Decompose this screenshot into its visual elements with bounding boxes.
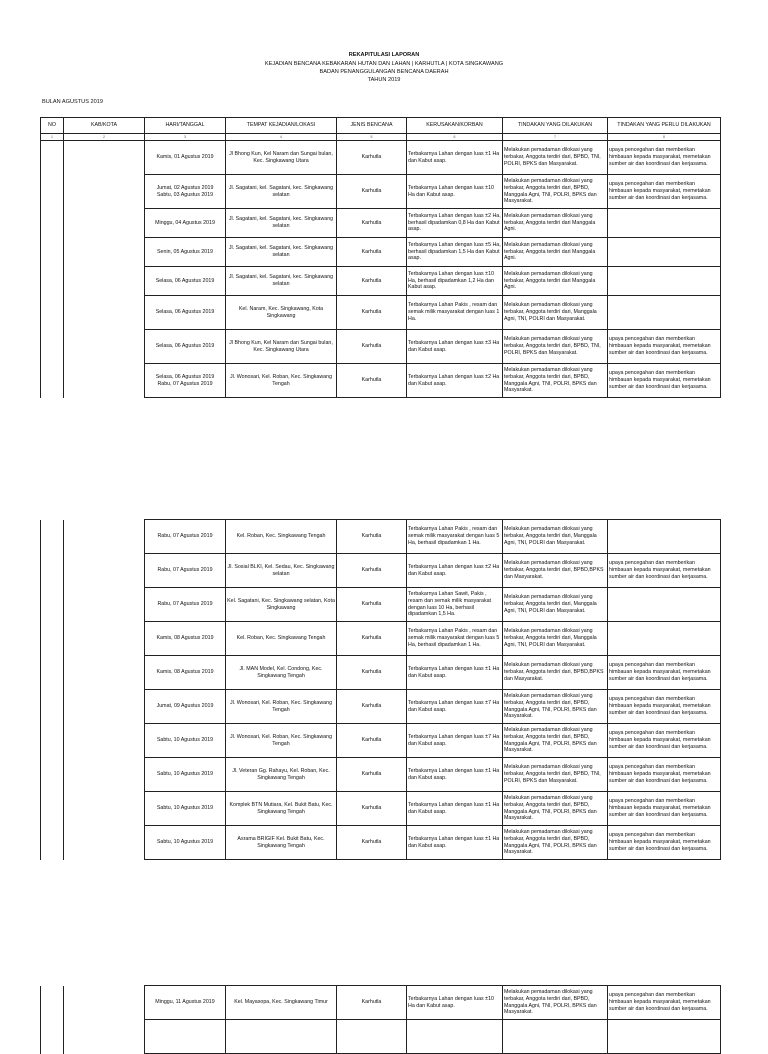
- col-header-action: TINDAKAN YANG DILAKUKAN: [503, 118, 608, 134]
- report-table-page-1: [40, 117, 721, 398]
- location-cell: Jl. Sagatani, kel. Sagatani, kec. Singkawang selatan: [226, 209, 337, 238]
- kab-kota-cell: [64, 520, 145, 554]
- location-cell: Jl. Sagatani, kel. Sagatani, kec. Singkawang selatan: [226, 238, 337, 267]
- damage-cell: Terbakarnya Lahan dengan luas ±10 Ha dan Kabut asap.: [407, 986, 503, 1020]
- location-cell: Kel. Mayasopa, Kec. Singkawang Timur: [226, 986, 337, 1020]
- col-number: 7: [503, 134, 608, 141]
- table-row: [41, 209, 721, 238]
- col-header-no: NO: [41, 118, 64, 134]
- date-cell: Minggu, 04 Agustus 2019: [145, 209, 226, 238]
- report-title: REKAPITULASI LAPORAN: [348, 52, 420, 58]
- no-cell: [41, 364, 64, 398]
- report-year: TAHUN 2019: [367, 77, 401, 83]
- date-cell: Selasa, 06 Agustus 2019 Rabu, 07 Agustus 2019: [145, 364, 226, 398]
- kab-kota-cell: [64, 724, 145, 758]
- needed-cell: upaya pencegahan dan memberikan himbauan kepada masyarakat, memetakan sumber air dan koordinasi dan kerjasama.: [608, 554, 721, 588]
- damage-cell: Terbakarnya Lahan dengan luas ±2 Ha dan Kabut asap.: [407, 364, 503, 398]
- table-row: [41, 690, 721, 724]
- damage-cell: Terbakarnya Lahan dengan luas ±1 Ha dan Kabut asap.: [407, 141, 503, 175]
- kab-kota-cell: [64, 364, 145, 398]
- no-cell: [41, 520, 64, 554]
- date-cell: Kamis, 08 Agustus 2019: [145, 656, 226, 690]
- needed-cell: [608, 622, 721, 656]
- damage-cell: Terbakarnya Lahan dengan luas ±1 Ha dan Kabut asap.: [407, 758, 503, 792]
- needed-cell: upaya pencegahan dan memberikan himbauan kepada masyarakat, memetakan sumber air dan koordinasi dan kerjasama.: [608, 758, 721, 792]
- no-cell: [41, 758, 64, 792]
- no-cell: [41, 690, 64, 724]
- damage-cell: Terbakarnya Lahan dengan luas ±7 Ha dan Kabut asap.: [407, 690, 503, 724]
- action-cell: Melakukan pemadaman dilokasi yang terbakar, Anggota terdiri dari, BPBD, Manggala Agni, TNI, POLRI, BPKS dan Masyarakat.: [503, 792, 608, 826]
- no-cell: [41, 588, 64, 622]
- location-cell: Komplek BTN Mutiara, Kel. Bukit Batu, Kec. Singkawang Tengah: [226, 792, 337, 826]
- table-row: [41, 986, 721, 1020]
- col-header-damage: KERUSAKAN/KORBAN: [407, 118, 503, 134]
- no-cell: [41, 175, 64, 209]
- date-cell: Minggu, 11 Agustus 2019: [145, 986, 226, 1020]
- location-cell: Jl. Veteran Gg. Rahayu, Kel. Roban, Kec. Singkawang Tengah: [226, 758, 337, 792]
- table-row: [41, 364, 721, 398]
- report-period: BULAN AGUSTUS 2019: [42, 99, 103, 105]
- table-row: [41, 296, 721, 330]
- kab-kota-cell: [64, 656, 145, 690]
- type-cell: Karhutla: [337, 238, 407, 267]
- type-cell: Karhutla: [337, 656, 407, 690]
- no-cell: [41, 622, 64, 656]
- needed-cell: upaya pencegahan dan memberikan himbauan kepada masyarakat, memetakan sumber air dan koordinasi dan kerjasama.: [608, 690, 721, 724]
- table-row: [41, 330, 721, 364]
- location-cell: Jl. Wonosari, Kel. Roban, Kec. Singkawang Tengah: [226, 724, 337, 758]
- action-cell: Melakukan pemadaman dilokasi yang terbakar, Anggota terdiri dari, Manggala Agni, TNI, POLRI dan Masyarakat.: [503, 588, 608, 622]
- date-cell: Kamis, 01 Agustus 2019: [145, 141, 226, 175]
- no-cell: [41, 986, 64, 1020]
- kab-kota-cell: [64, 141, 145, 175]
- needed-cell: [608, 267, 721, 296]
- kab-kota-cell: [64, 554, 145, 588]
- action-cell: Melakukan pemadaman dilokasi yang terbakar, Anggota terdiri dari, BPBD,BPKS dan Masyarakat.: [503, 656, 608, 690]
- table-row: [41, 238, 721, 267]
- needed-cell: [608, 209, 721, 238]
- action-cell: Melakukan pemadaman dilokasi yang terbakar, Anggota terdiri dari, Manggala Agni, TNI, POLRI dan Masyarakat.: [503, 520, 608, 554]
- kab-kota-cell: [64, 622, 145, 656]
- kab-kota-cell: [64, 792, 145, 826]
- empty-cell: [41, 1020, 64, 1054]
- kab-kota-cell: [64, 826, 145, 860]
- kab-kota-cell: [64, 267, 145, 296]
- date-cell: Jumat, 09 Agustus 2019: [145, 690, 226, 724]
- action-cell: Melakukan pemadaman dilokasi yang terbakar, Anggota terdiri dari Manggala Agni.: [503, 267, 608, 296]
- date-cell: Sabtu, 10 Agustus 2019: [145, 792, 226, 826]
- damage-cell: Terbakarnya Lahan Pakis , resam dan semak milik masyarakat dengan luas 1 Ha.: [407, 296, 503, 330]
- no-cell: [41, 141, 64, 175]
- needed-cell: [608, 520, 721, 554]
- damage-cell: Terbakarnya Lahan dengan luas ±1 Ha dan Kabut asap.: [407, 826, 503, 860]
- action-cell: Melakukan pemadaman dilokasi yang terbakar, Anggota terdiri dari, BPBD, Manggala Agni, TNI, POLRI, BPKS dan Masyarakat.: [503, 690, 608, 724]
- needed-cell: upaya pencegahan dan memberikan himbauan kepada masyarakat, memetakan sumber air dan koordinasi dan kerjasama.: [608, 175, 721, 209]
- no-cell: [41, 267, 64, 296]
- no-cell: [41, 296, 64, 330]
- action-cell: Melakukan pemadaman dilokasi yang terbakar, Anggota terdiri dari Manggala Agni.: [503, 238, 608, 267]
- location-cell: Jl. Sagatani, kel. Sagatani, kec. Singkawang selatan: [226, 175, 337, 209]
- type-cell: Karhutla: [337, 330, 407, 364]
- needed-cell: upaya pencegahan dan memberikan himbauan kepada masyarakat, memetakan sumber air dan koordinasi dan kerjasama.: [608, 364, 721, 398]
- date-cell: Sabtu, 10 Agustus 2019: [145, 826, 226, 860]
- type-cell: Karhutla: [337, 267, 407, 296]
- needed-cell: upaya pencegahan dan memberikan himbauan kepada masyarakat, memetakan sumber air dan koordinasi dan kerjasama.: [608, 330, 721, 364]
- empty-cell: [226, 1020, 337, 1054]
- action-cell: Melakukan pemadaman dilokasi yang terbakar, Anggota terdiri dari, BPBD, Manggala Agni, TNI, POLRI, BPKS dan Masyarakat.: [503, 175, 608, 209]
- location-cell: Jl Bhong Kun, Kel Naram dan Sungai bulan, Kec. Singkawang Utara: [226, 330, 337, 364]
- damage-cell: Terbakarnya Lahan dengan luas ±2 Ha dan Kabut asap.: [407, 554, 503, 588]
- table-row: [41, 554, 721, 588]
- kab-kota-cell: [64, 175, 145, 209]
- location-cell: Asrama BRIGIF Kel. Bukit Batu, Kec. Singkawang Tengah: [226, 826, 337, 860]
- col-header-location: TEMPAT KEJADIAN/LOKASI: [226, 118, 337, 134]
- no-cell: [41, 238, 64, 267]
- no-cell: [41, 656, 64, 690]
- action-cell: Melakukan pemadaman dilokasi yang terbakar, Anggota terdiri dari, BPBD, Manggala Agni, TNI, POLRI, BPKS dan Masyarakat.: [503, 986, 608, 1020]
- kab-kota-cell: [64, 238, 145, 267]
- type-cell: Karhutla: [337, 792, 407, 826]
- no-cell: [41, 724, 64, 758]
- damage-cell: Terbakarnya Lahan dengan luas ±10 Ha dan Kabut asap.: [407, 175, 503, 209]
- location-cell: Jl. Wonosari, Kel. Roban, Kec. Singkawang Tengah: [226, 690, 337, 724]
- table-row: [41, 758, 721, 792]
- table-row: [41, 1020, 721, 1054]
- type-cell: Karhutla: [337, 826, 407, 860]
- empty-cell: [503, 1020, 608, 1054]
- type-cell: Karhutla: [337, 588, 407, 622]
- agency-name: BADAN PENANGGULANGAN BENCANA DAERAH: [319, 69, 449, 75]
- col-number: 2: [64, 134, 145, 141]
- needed-cell: upaya pencegahan dan memberikan himbauan kepada masyarakat, memetakan sumber air dan koordinasi dan kerjasama.: [608, 656, 721, 690]
- needed-cell: [608, 238, 721, 267]
- needed-cell: upaya pencegahan dan memberikan himbauan kepada masyarakat, memetakan sumber air dan koordinasi dan kerjasama.: [608, 986, 721, 1020]
- kab-kota-cell: [64, 986, 145, 1020]
- action-cell: Melakukan pemadaman dilokasi yang terbakar, Anggota terdiri dari, Manggala Agni, TNI, POLRI dan Masyarakat.: [503, 622, 608, 656]
- action-cell: Melakukan pemadaman dilokasi yang terbakar, Anggota terdiri dari, BPBD, Manggala Agni, TNI, POLRI, BPKS dan Masyarakat.: [503, 724, 608, 758]
- kab-kota-cell: [64, 758, 145, 792]
- type-cell: Karhutla: [337, 175, 407, 209]
- action-cell: Melakukan pemadaman dilokasi yang terbakar, Anggota terdiri dari, BPBD, Manggala Agni, TNI, POLRI, BPKS dan Masyarakat.: [503, 826, 608, 860]
- action-cell: Melakukan pemadaman dilokasi yang terbakar, Anggota terdiri dari, BPBD, TNI, POLRI, BPKS dan Masyarakat.: [503, 758, 608, 792]
- action-cell: Melakukan pemadaman dilokasi yang terbakar, Anggota terdiri dari, BPBD, TNI, POLRI, BPKS dan Masyarakat.: [503, 330, 608, 364]
- type-cell: Karhutla: [337, 296, 407, 330]
- action-cell: Melakukan pemadaman dilokasi yang terbakar, Anggota terdiri dari, BPBD, Manggala Agni, TNI, POLRI, BPKS dan Masyarakat.: [503, 364, 608, 398]
- type-cell: Karhutla: [337, 141, 407, 175]
- kab-kota-cell: [64, 296, 145, 330]
- date-cell: Jumat, 02 Agustus 2019 Sabtu, 03 Agustus 2019: [145, 175, 226, 209]
- date-cell: Senin, 05 Agustus 2019: [145, 238, 226, 267]
- date-cell: Rabu, 07 Agustus 2019: [145, 554, 226, 588]
- damage-cell: Terbakarnya Lahan Pakis , resam dan semak milik masyarakat dengan luas 5 Ha, berhasil dipadamkan 1 Ha.: [407, 520, 503, 554]
- damage-cell: Terbakarnya Lahan Pakis , resam dan semak milik masyarakat dengan luas 5 Ha, berhasil dipadamkan 1 Ha.: [407, 622, 503, 656]
- location-cell: Kel. Sagatani, Kec. Singkawang selatan, Kota Singkawang: [226, 588, 337, 622]
- damage-cell: Terbakarnya Lahan Sawit, Pakis , resam dan semak milik masyarakat dengan luas 10 Ha, berhasil dipadamkan 1,5 Ha.: [407, 588, 503, 622]
- type-cell: Karhutla: [337, 724, 407, 758]
- col-header-needed: TINDAKAN YANG PERLU DILAKUKAN: [608, 118, 721, 134]
- table-row: [41, 588, 721, 622]
- date-cell: Selasa, 06 Agustus 2019: [145, 330, 226, 364]
- col-number: 4: [226, 134, 337, 141]
- location-cell: Kel. Roban, Kec. Singkawang Tengah: [226, 622, 337, 656]
- no-cell: [41, 826, 64, 860]
- type-cell: Karhutla: [337, 364, 407, 398]
- empty-cell: [337, 1020, 407, 1054]
- needed-cell: upaya pencegahan dan memberikan himbauan kepada masyarakat, memetakan sumber air dan koordinasi dan kerjasama.: [608, 724, 721, 758]
- action-cell: Melakukan pemadaman dilokasi yang terbakar, Anggota terdiri dari, BPBD, TNI, POLRI, BPKS dan Masyarakat.: [503, 141, 608, 175]
- table-row: [41, 826, 721, 860]
- table-row: [41, 175, 721, 209]
- location-cell: Jl. MAN Model, Kel. Condong, Kec. Singkawang Tengah: [226, 656, 337, 690]
- report-table-page-3: [40, 985, 721, 1054]
- type-cell: Karhutla: [337, 986, 407, 1020]
- table-row: [41, 724, 721, 758]
- damage-cell: Terbakarnya Lahan dengan luas ±3 Ha dan Kabut asap.: [407, 330, 503, 364]
- table-row: [41, 267, 721, 296]
- col-header-date: HARI/TANGGAL: [145, 118, 226, 134]
- date-cell: Sabtu, 10 Agustus 2019: [145, 758, 226, 792]
- col-number: 8: [608, 134, 721, 141]
- type-cell: Karhutla: [337, 209, 407, 238]
- table-row: [41, 656, 721, 690]
- report-subtitle: KEJADIAN BENCANA KEBAKARAN HUTAN DAN LAHAN | KARHUTLA | KOTA SINGKAWANG: [264, 61, 504, 67]
- location-cell: Jl. Wonosari, Kel. Roban, Kec. Singkawang Tengah: [226, 364, 337, 398]
- table-row: [41, 792, 721, 826]
- action-cell: Melakukan pemadaman dilokasi yang terbakar, Anggota terdiri dari, Manggala Agni, TNI, POLRI dan Masyarakat.: [503, 296, 608, 330]
- date-cell: Rabu, 07 Agustus 2019: [145, 520, 226, 554]
- table-row: [41, 141, 721, 175]
- type-cell: Karhutla: [337, 622, 407, 656]
- table-row: [41, 520, 721, 554]
- action-cell: Melakukan pemadaman dilokasi yang terbakar, Anggota terdiri dari Manggala Agni.: [503, 209, 608, 238]
- type-cell: Karhutla: [337, 520, 407, 554]
- type-cell: Karhutla: [337, 554, 407, 588]
- needed-cell: upaya pencegahan dan memberikan himbauan kepada masyarakat, memetakan sumber air dan koordinasi dan kerjasama.: [608, 826, 721, 860]
- damage-cell: Terbakarnya Lahan dengan luas ±7 Ha dan Kabut asap.: [407, 724, 503, 758]
- location-cell: Jl. Sagatani, kel. Sagatani, kec. Singkawang selatan: [226, 267, 337, 296]
- col-number: 3: [145, 134, 226, 141]
- no-cell: [41, 330, 64, 364]
- needed-cell: upaya pencegahan dan memberikan himbauan kepada masyarakat, memetakan sumber air dan koordinasi dan kerjasama.: [608, 141, 721, 175]
- location-cell: Jl Bhong Kun, Kel Naram dan Sungai bulan, Kec. Singkawang Utara: [226, 141, 337, 175]
- date-cell: Selasa, 06 Agustus 2019: [145, 296, 226, 330]
- kab-kota-cell: [64, 588, 145, 622]
- action-cell: Melakukan pemadaman dilokasi yang terbakar, Anggota terdiri dari, BPBD,BPKS dan Masyarakat.: [503, 554, 608, 588]
- kab-kota-cell: [64, 209, 145, 238]
- table-row: [41, 622, 721, 656]
- damage-cell: Terbakarnya Lahan dengan luas ±5 Ha, berhasil dipadamkan 1,5 Ha dan Kabut asap.: [407, 238, 503, 267]
- empty-cell: [64, 1020, 145, 1054]
- col-number: 1: [41, 134, 64, 141]
- type-cell: Karhutla: [337, 690, 407, 724]
- report-table-page-2: [40, 519, 721, 860]
- location-cell: Kel. Naram, Kec. Singkawang, Kota Singkawang: [226, 296, 337, 330]
- date-cell: Kamis, 08 Agustus 2019: [145, 622, 226, 656]
- type-cell: Karhutla: [337, 758, 407, 792]
- needed-cell: upaya pencegahan dan memberikan himbauan kepada masyarakat, memetakan sumber air dan koordinasi dan kerjasama.: [608, 792, 721, 826]
- col-header-type: JENIS BENCANA: [337, 118, 407, 134]
- damage-cell: Terbakarnya Lahan dengan luas ±10 Ha, berhasil dipadamkan 1,2 Ha dan Kabut asap.: [407, 267, 503, 296]
- kab-kota-cell: [64, 330, 145, 364]
- needed-cell: [608, 588, 721, 622]
- col-header-kab-kota: KAB/KOTA: [64, 118, 145, 134]
- date-cell: Rabu, 07 Agustus 2019: [145, 588, 226, 622]
- col-number: 6: [407, 134, 503, 141]
- col-number: 5: [337, 134, 407, 141]
- location-cell: Kel. Roban, Kec. Singkawang Tengah: [226, 520, 337, 554]
- damage-cell: Terbakarnya Lahan dengan luas ±2 Ha, berhasil dipadamkan 0,8 Ha dan Kabut asap.: [407, 209, 503, 238]
- date-cell: Selasa, 06 Agustus 2019: [145, 267, 226, 296]
- damage-cell: Terbakarnya Lahan dengan luas ±1 Ha dan Kabut asap.: [407, 792, 503, 826]
- location-cell: Jl. Sosial BLKI, Kel. Sedau, Kec. Singkawang selatan: [226, 554, 337, 588]
- empty-cell: [145, 1020, 226, 1054]
- damage-cell: Terbakarnya Lahan dengan luas ±1 Ha dan Kabut asap.: [407, 656, 503, 690]
- kab-kota-cell: [64, 690, 145, 724]
- no-cell: [41, 792, 64, 826]
- no-cell: [41, 554, 64, 588]
- empty-cell: [407, 1020, 503, 1054]
- needed-cell: [608, 296, 721, 330]
- empty-cell: [608, 1020, 721, 1054]
- date-cell: Sabtu, 10 Agustus 2019: [145, 724, 226, 758]
- no-cell: [41, 209, 64, 238]
